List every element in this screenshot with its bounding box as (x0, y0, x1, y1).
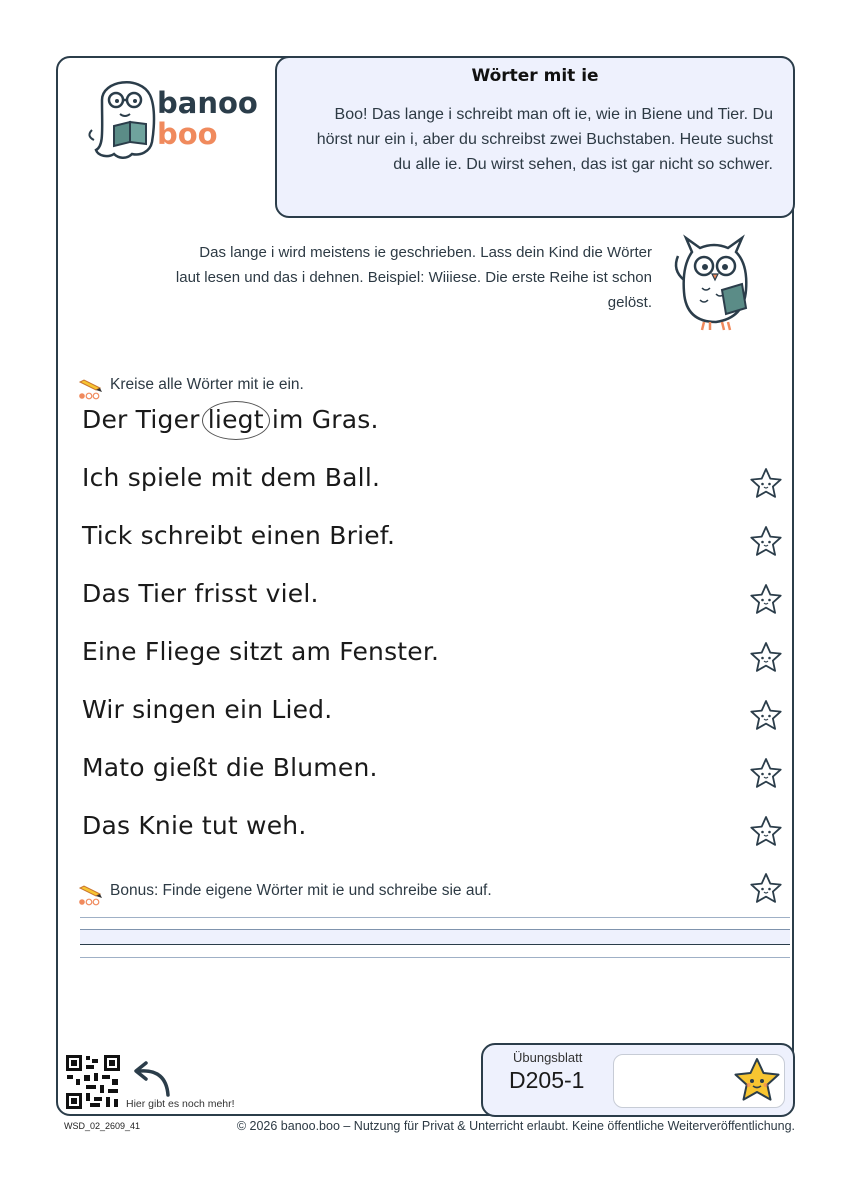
sentence-1: Ich spiele mit dem Ball. (82, 463, 381, 492)
brand-logo (157, 88, 258, 150)
sentence-4: Eine Fliege sitzt am Fenster. (82, 637, 440, 666)
star-rating-icon[interactable] (748, 756, 784, 792)
parent-note: Das lange i wird meistens ie geschrieben. Lass dein Kind die Wörter laut lesen und das i dehnen. Beispiel: Wiiiese. Die erste Reihe ist schon gelöst. (175, 244, 652, 311)
star-rating-icon[interactable] (748, 466, 784, 502)
example-before: Der Tiger (82, 405, 208, 434)
curved-arrow-icon (126, 1059, 174, 1099)
header-panel (275, 56, 795, 218)
sheet-info-panel (481, 1043, 795, 1117)
example-after: im Gras. (263, 405, 379, 434)
star-rating-icon[interactable] (748, 871, 784, 907)
bonus-text: Bonus: Finde eigene Wörter mit ie und schreibe sie auf. (110, 882, 492, 899)
star-rating-icon[interactable] (748, 640, 784, 676)
star-rating-icon[interactable] (748, 698, 784, 734)
sheet-id: D205-1 (509, 1067, 585, 1093)
brand-line-2: boo (157, 117, 218, 151)
sheet-label: Übungsblatt (513, 1050, 583, 1065)
document-code: WSD_02_2609_41 (64, 1121, 141, 1131)
owl-mascot-icon (664, 230, 764, 335)
star-rating-icon[interactable] (748, 524, 784, 560)
pencil-icon (78, 374, 104, 400)
page-title: Wörter mit ie (471, 66, 599, 86)
sentence-2: Tick schreibt einen Brief. (82, 521, 396, 550)
star-rating-icon[interactable] (748, 814, 784, 850)
task-text: Kreise alle Wörter mit ie ein. (110, 376, 304, 393)
qr-code-icon[interactable] (64, 1053, 122, 1111)
qr-caption: Hier gibt es noch mehr! (126, 1098, 235, 1110)
pencil-icon (78, 880, 104, 906)
circled-word: liegt (207, 405, 264, 434)
sentence-3: Das Tier frisst viel. (82, 579, 319, 608)
brand-line-1: banoo (157, 86, 258, 120)
sentence-7: Das Knie tut weh. (82, 811, 307, 840)
sentence-5: Wir singen ein Lied. (82, 695, 333, 724)
example-sentence (82, 405, 379, 434)
sentence-6: Mato gießt die Blumen. (82, 753, 378, 782)
intro-text: Boo! Das lange i schreibt man oft ie, wie in Biene und Tier. Du hörst nur ein i, aber du schreibst zwei Buchstaben. Heute suchst du alle ie. Du wirst sehen, das ist gar nicht so schwer. (316, 106, 773, 173)
writing-lines[interactable] (80, 917, 790, 959)
gold-star-icon (731, 1056, 783, 1108)
copyright-notice: © 2026 banoo.boo – Nutzung für Privat & Unterricht erlaubt. Keine öffentliche Weiterveröffentlichung. (236, 1119, 795, 1133)
star-rating-icon[interactable] (748, 582, 784, 618)
